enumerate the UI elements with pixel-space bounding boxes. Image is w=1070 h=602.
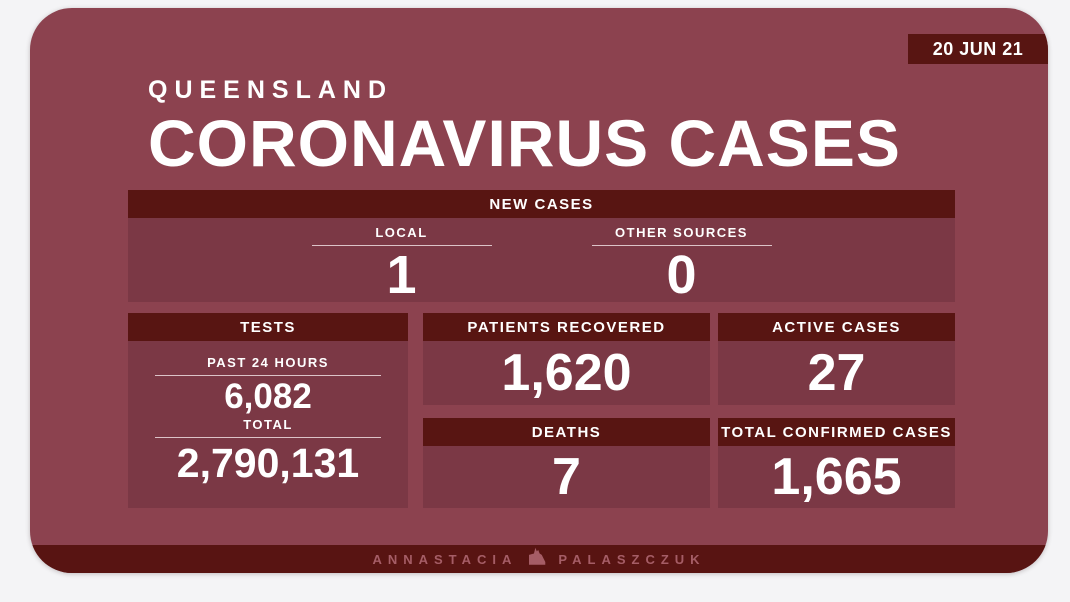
deaths-panel — [423, 418, 710, 508]
total-tests-value: 2,790,131 — [176, 439, 360, 486]
total-tests-label: TOTAL — [243, 416, 293, 432]
total-confirmed-cases-panel — [718, 418, 955, 508]
title-region: QUEENSLAND — [148, 76, 394, 104]
queensland-map-icon — [529, 547, 546, 567]
total-confirmed-cases-body — [718, 446, 955, 508]
active-cases-panel — [718, 313, 955, 405]
other-sources-label: OTHER SOURCES — [615, 225, 748, 240]
new-cases-header: NEW CASES — [128, 190, 955, 218]
tests-header: TESTS — [128, 313, 408, 341]
tests-body — [128, 341, 408, 508]
patients-recovered-value: 1,620 — [501, 344, 632, 402]
deaths-header: DEATHS — [423, 418, 710, 446]
past-24-hours-value: 6,082 — [224, 377, 312, 416]
past-24-hours-label: PAST 24 HOURS — [207, 355, 329, 370]
new-cases-body — [128, 218, 955, 305]
new-cases-local-group — [262, 218, 542, 305]
total-confirmed-cases-value: 1,665 — [771, 448, 902, 506]
label-underline — [155, 375, 381, 376]
patients-recovered-body — [423, 341, 710, 405]
local-label: LOCAL — [375, 225, 428, 240]
active-cases-body — [718, 341, 955, 405]
footer-first-name: ANNASTACIA — [372, 551, 518, 567]
other-sources-value: 0 — [666, 245, 697, 305]
footer-last-name: PALASZCZUK — [558, 551, 706, 567]
footer-bar — [30, 545, 1048, 573]
deaths-value: 7 — [552, 448, 581, 506]
local-value: 1 — [386, 245, 417, 305]
infographic-card — [30, 8, 1048, 573]
patients-recovered-panel — [423, 313, 710, 405]
total-confirmed-cases-header: TOTAL CONFIRMED CASES — [718, 418, 955, 446]
tests-panel — [128, 313, 408, 508]
label-underline — [155, 437, 381, 438]
patients-recovered-header: PATIENTS RECOVERED — [423, 313, 710, 341]
title-block — [148, 76, 901, 180]
deaths-body — [423, 446, 710, 508]
new-cases-other-sources-group — [542, 218, 822, 305]
active-cases-value: 27 — [807, 344, 866, 402]
new-cases-panel — [128, 190, 955, 305]
active-cases-header: ACTIVE CASES — [718, 313, 955, 341]
date-badge: 20 JUN 21 — [908, 34, 1048, 64]
page-title: CORONAVIRUS CASES — [148, 106, 901, 180]
